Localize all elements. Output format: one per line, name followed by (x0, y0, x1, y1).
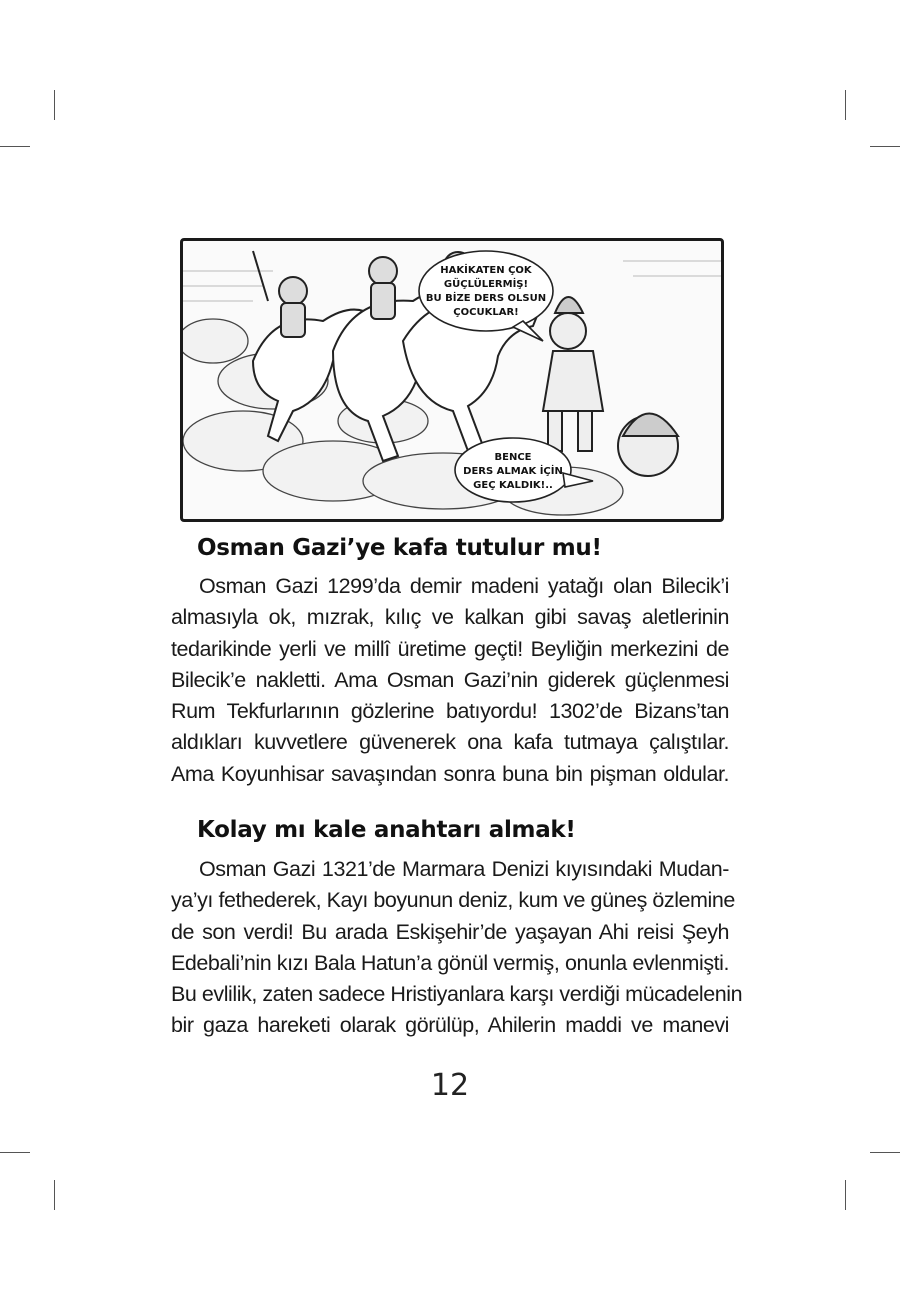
paragraph-line: Ama Koyunhisar savaşından sonra buna bin pişman oldular. (171, 761, 729, 786)
paragraph-line: aldıkları kuvvetlere güvenerek ona kafa tutmaya çalıştılar. (171, 730, 729, 755)
paragraph-line: almasıyla ok, mızrak, kılıç ve kalkan gibi savaş aletlerinin (171, 605, 729, 630)
paragraph-line: Edebali’nin kızı Bala Hatun’a gönül vermiş, onunla evlenmişti. (171, 950, 729, 975)
crop-mark-bottom-left (54, 1180, 55, 1210)
section-paragraph-2 (171, 854, 743, 1042)
paragraph-line: Bu evlilik, zaten sadece Hristiyanlara karşı verdiği mücadelenin (171, 982, 743, 1007)
page-number: 12 (430, 1068, 470, 1103)
speech-bubble-top (419, 251, 553, 331)
paragraph-line: de son verdi! Bu arada Eskişehir’de yaşayan Ahi reisi Şeyh (171, 919, 729, 944)
crop-mark-top-right (845, 90, 846, 120)
crop-mark-top-right-h (870, 146, 900, 147)
bubble-top-line-3: BU BİZE DERS OLSUN (425, 293, 547, 304)
section-heading-1: Osman Gazi’ye kafa tutulur mu! (197, 535, 602, 561)
cartoon-illustration (180, 238, 724, 522)
bubble-top-line-4: ÇOCUKLAR! (453, 307, 519, 318)
paragraph-line: Osman Gazi 1321’de Marmara Denizi kıyısındaki Mudan- (199, 857, 729, 881)
crop-mark-bottom-left-h (0, 1152, 30, 1153)
crop-mark-top-left (54, 90, 55, 120)
bubble-bottom-line-1: BENCE (494, 452, 532, 463)
paragraph-line: tedarikinde yerli ve millî üretime geçti! Beyliğin merkezini de (171, 636, 729, 661)
bubble-top-line-2: GÜÇLÜLERMİŞ! (443, 279, 529, 290)
bubble-bottom-line-2: DERS ALMAK İÇİN (463, 466, 563, 477)
crop-mark-bottom-right-h (870, 1152, 900, 1153)
crop-mark-top-left-h (0, 146, 30, 147)
section-paragraph-1 (171, 571, 729, 790)
paragraph-line: bir gaza hareketi olarak görülüp, Ahilerin maddi ve manevi (171, 1013, 729, 1038)
section-heading-2: Kolay mı kale anahtarı almak! (197, 817, 576, 843)
paragraph-line: Rum Tekfurlarının gözlerine batıyordu! 1302’de Bizans’tan (171, 699, 729, 724)
paragraph-line: Bilecik’e nakletti. Ama Osman Gazi’nin giderek güçlenmesi (171, 667, 729, 692)
cartoon-drawing (183, 241, 721, 519)
bubble-top-line-1: HAKİKATEN ÇOK (440, 265, 532, 276)
paragraph-line: Osman Gazi 1299’da demir madeni yatağı olan Bilecik’i (199, 574, 729, 598)
bubble-bottom-line-3: GEÇ KALDIK!.. (473, 480, 553, 491)
paragraph-line: ya’yı fethederek, Kayı boyunun deniz, kum ve güneş özlemine (171, 888, 735, 913)
crop-mark-bottom-right (845, 1180, 846, 1210)
